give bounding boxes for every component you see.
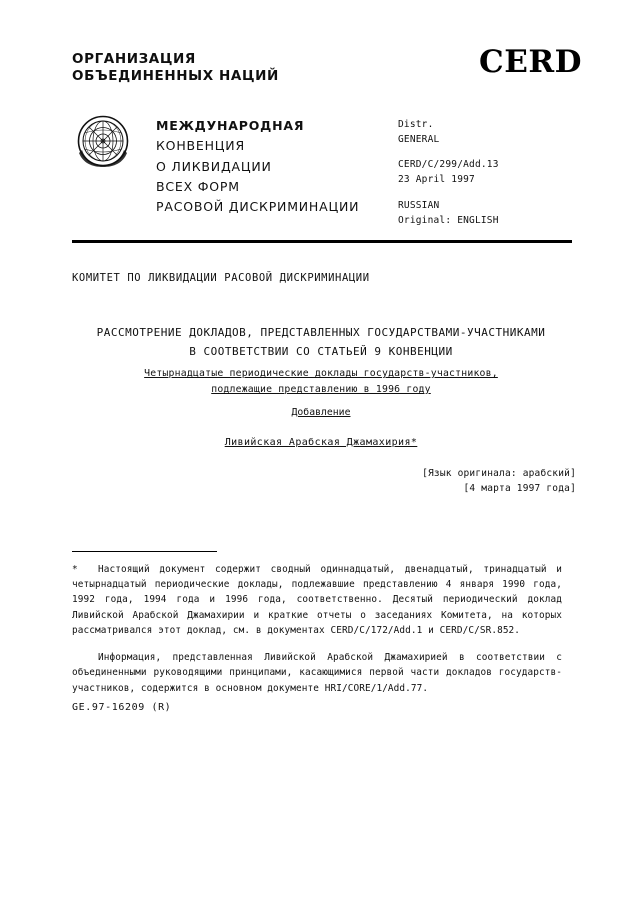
footnote-paragraph-1 (72, 562, 562, 638)
report-subtitle-line-2: подлежащие представлению в 1996 году (211, 384, 431, 396)
document-symbol: CERD/C/299/Add.13 (398, 159, 499, 171)
original-date: [4 марта 1997 года] (463, 483, 576, 495)
document-original: Original: ENGLISH (398, 214, 499, 226)
country-name (91, 437, 551, 448)
convention-line-3: О ЛИКВИДАЦИИ (156, 158, 272, 174)
footnote-paragraph-1-text: Настоящий документ содержит сводный одиннадцатый, двенадцатый, тринадцатый и четырнадцатый периодические доклады, подлежавшие представлению 4 января 1990 года, 1992 года, 1994 года и 1996 года, соответственно. Десятый периодический доклад Ливийской Арабской Джамахирии и краткие отчеты о заседаниях Комитета, на которых рассматривался этот доклад, см. в документах CERD/C/172/Add.1 и CERD/C/SR.852. (72, 564, 562, 636)
convention-line-4: ВСЕХ ФОРМ (156, 178, 240, 194)
convention-line-1: МЕЖДУНАРОДНАЯ (156, 118, 305, 133)
distribution-label: Distr. (398, 119, 434, 130)
treaty-body-code: CERD (479, 44, 582, 80)
original-language: [Язык оригинала: арабский] (422, 468, 576, 479)
convention-line-2: КОНВЕНЦИЯ (156, 138, 245, 154)
original-language-block (422, 466, 576, 496)
organization-heading (72, 51, 279, 85)
footnote-block (72, 562, 562, 708)
footnote-paragraph-2 (72, 650, 562, 696)
consideration-line-2: В СООТВЕТСТВИИ СО СТАТЬЕЙ 9 КОНВЕНЦИИ (189, 345, 453, 359)
document-date: 23 April 1997 (398, 174, 475, 186)
addendum-label (91, 407, 551, 418)
addendum-text: Добавление (291, 407, 351, 418)
footnote-divider (72, 551, 217, 552)
document-sheet (46, 18, 594, 888)
country-text: Ливийская Арабская Джамахирия* (224, 437, 418, 448)
convention-line-5: РАСОВОЙ ДИСКРИМИНАЦИИ (156, 199, 360, 214)
footnote-marker: * (72, 564, 78, 575)
committee-name: КОМИТЕТ ПО ЛИКВИДАЦИИ РАСОВОЙ ДИСКРИМИНАЦИИ (72, 272, 370, 284)
footnote-paragraph-2-text: Информация, представленная Ливийской Арабской Джамахирией в соответствии с объединенными руководящими принципами, касающимися первой части докладов государств-участников, содержится в основном документе HRI/CORE/1/Add.77. (72, 652, 562, 694)
report-subtitle (91, 366, 551, 398)
consideration-line-1: РАССМОТРЕНИЕ ДОКЛАДОВ, ПРЕДСТАВЛЕННЫХ ГОСУДАРСТВАМИ-УЧАСТНИКАМИ (96, 326, 546, 339)
ge-code: GE.97-16209 (R) (72, 702, 172, 713)
un-emblem-icon (77, 115, 129, 167)
organization-line-2: ОБЪЕДИНЕННЫХ НАЦИЙ (72, 67, 279, 84)
distribution-value: GENERAL (398, 133, 440, 145)
document-language: RUSSIAN (398, 199, 440, 211)
consideration-heading (91, 323, 551, 362)
distribution-block (398, 118, 499, 228)
header-divider (72, 240, 572, 243)
organization-line-1: ОРГАНИЗАЦИЯ (72, 51, 196, 67)
report-subtitle-line-1: Четырнадцатые периодические доклады государств-участников, (144, 368, 498, 379)
convention-title (156, 116, 359, 217)
